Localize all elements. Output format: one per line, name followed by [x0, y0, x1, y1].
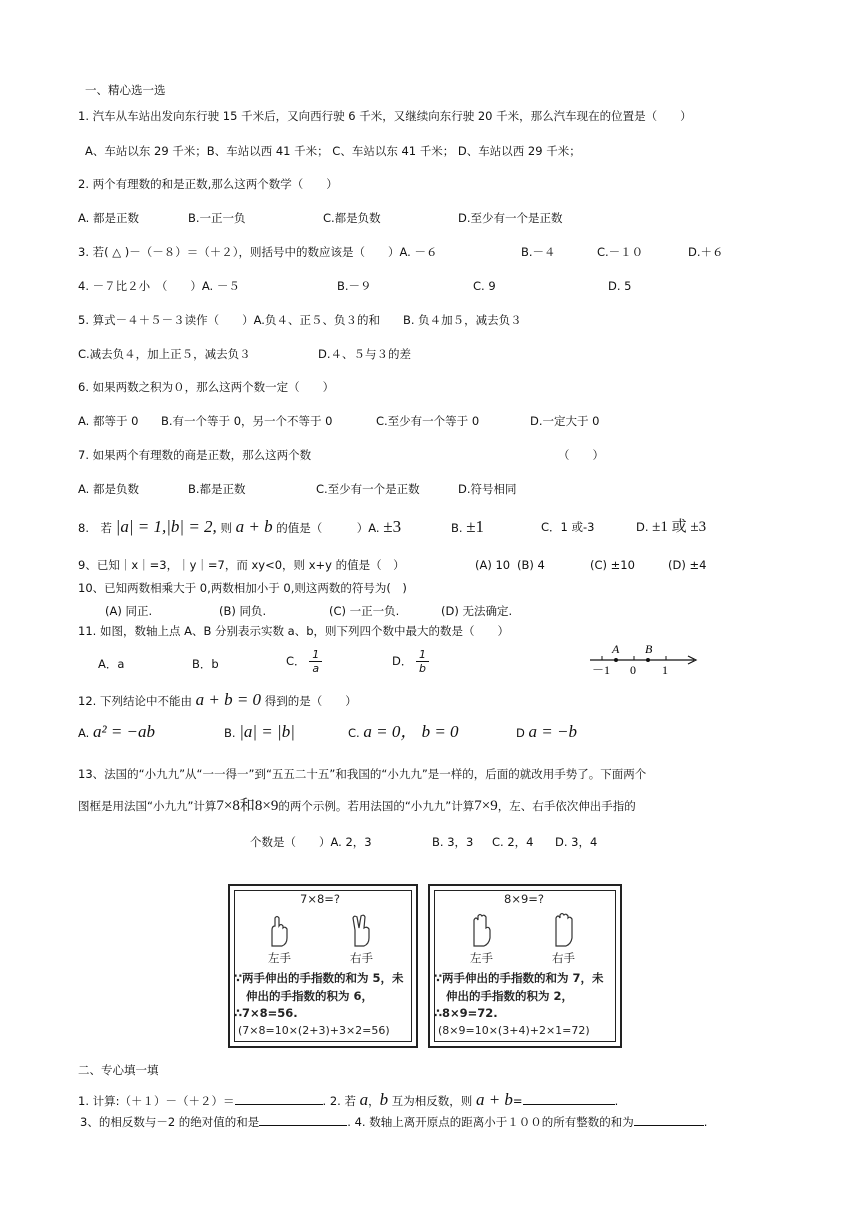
q11-d-fraction: $\frac{1}{b}$: [416, 648, 429, 675]
box-line-1: ∵两手伸出的手指数的和为 5，未: [234, 971, 404, 985]
q7-option-d: D.符号相同: [458, 482, 517, 496]
question-8: [78, 519, 401, 536]
tick-label-neg1: －1: [592, 663, 611, 677]
q3-option-c: C.－１０: [597, 245, 644, 259]
q10-option-a: (A) 同正.: [105, 604, 153, 618]
section-title: 一、精心选一选: [85, 83, 166, 97]
box-line-3: ∴7×8=56.: [234, 1006, 298, 1020]
q10-option-c: (C) 一正一负.: [329, 604, 400, 618]
q8-option-b: [451, 519, 484, 536]
q12-d-value: a = −b: [528, 722, 577, 741]
fill-expr: a + b: [475, 1090, 513, 1109]
q2-option-d: D.至少有一个是正数: [458, 211, 563, 225]
q8-prefix: 8. 若: [78, 521, 112, 535]
right-hand-icon: [550, 912, 578, 948]
fill-q2-prefix: . 2. 若: [322, 1094, 356, 1108]
box-line-4: (8×9=10×(3+4)+2×1=72): [438, 1024, 590, 1037]
question-12: [78, 692, 357, 709]
question-4: 4. －７比２小 （ ）A. －５: [78, 279, 240, 293]
q8-option-c: C．1 或-3: [541, 520, 595, 534]
q7-answer-paren: （ ）: [558, 448, 604, 462]
q12-expr: a + b = 0: [195, 690, 262, 709]
answer-blank[interactable]: [634, 1113, 704, 1126]
q8-b-value: ±1: [466, 517, 485, 536]
q12-c-label: C.: [348, 726, 360, 740]
q6-option-d: D.一定大于 0: [530, 414, 600, 428]
question-3: 3. 若( △ )－（－８）＝（＋２），则括号中的数应该是（ ）A. －６: [78, 245, 438, 259]
q12-c-value: a = 0， b = 0: [363, 722, 459, 741]
q8-d-label: D.: [636, 520, 649, 534]
q3-option-d: D.＋６: [688, 245, 724, 259]
q2-option-b: B.一正一负: [188, 211, 246, 225]
q11-option-c: [286, 648, 322, 675]
q13-expr2: 7×9: [474, 798, 498, 814]
q4-option-d: D. 5: [608, 279, 632, 293]
q13-option-c: C. 2，4: [492, 835, 534, 849]
box-line-2: 伸出的手指数的积为 2，: [446, 989, 574, 1003]
fill-dot: .: [703, 1115, 708, 1129]
q11-c-fraction: $\frac{1}{a}$: [309, 648, 322, 675]
question-6: 6. 如果两数之积为０，那么这两个数一定（ ）: [78, 380, 335, 394]
question-13-line1: 13、法国的“小九九”从“一一得一”到“五五二十五”和我国的“小九九”是一样的，后面的就改用手势了。下面两个: [78, 767, 647, 781]
q2-option-c: C.都是负数: [323, 211, 381, 225]
q8-cond-a: |a| = 1,: [115, 517, 167, 536]
q11-option-b: B．b: [192, 657, 219, 671]
q12-suffix: 得到的是（ ）: [264, 694, 357, 708]
fill-q1: 1. 计算:（＋１）－（＋２）＝: [78, 1094, 235, 1108]
q4-option-b: B.－９: [337, 279, 372, 293]
section-title: 二、专心填一填: [78, 1063, 159, 1077]
fill-line-1: [78, 1092, 618, 1109]
number-line: [588, 640, 700, 678]
fill-line-2: [80, 1113, 707, 1130]
right-hand-label: 右手: [552, 951, 575, 965]
q4-option-c: C. 9: [473, 279, 496, 293]
answer-blank[interactable]: [523, 1092, 615, 1105]
q12-b-value: |a| = |b|: [239, 722, 295, 741]
q7-option-a: A. 都是负数: [78, 482, 139, 496]
point-a: [614, 658, 618, 662]
q9-option-d: (D) ±4: [668, 558, 707, 572]
question-5: 5. 算式－４＋５－３读作（ ）A.负４、正５、负３的和 B. 负４加５，减去负３: [78, 313, 522, 327]
box-line-2: 伸出的手指数的积为 6，: [246, 989, 374, 1003]
fill-equals: =: [512, 1094, 523, 1108]
q11-c-label: C．: [286, 654, 306, 668]
q6-option-c: C.至少有一个等于 0: [376, 414, 480, 428]
box-line-3: ∴8×9=72.: [434, 1006, 498, 1020]
answer-blank[interactable]: [259, 1113, 347, 1126]
q8-cond-b: |b| = 2,: [166, 517, 217, 536]
q6-option-b: B.有一个等于 0，另一个不等于 0: [161, 414, 333, 428]
question-1-options: A、车站以东 29 千米；B、车站以西 41 千米； C、车站以东 41 千米； D、车站以西 29 千米；: [85, 144, 581, 158]
left-hand-label: 左手: [268, 951, 291, 965]
answer-blank[interactable]: [235, 1092, 323, 1105]
point-b-label: B: [645, 642, 653, 656]
q7-option-b: B.都是正数: [188, 482, 246, 496]
q12-d-label: D: [516, 726, 525, 740]
fill-var-a: a: [359, 1090, 369, 1109]
box-line-4: (7×8=10×(2+3)+3×2=56): [238, 1024, 390, 1037]
question-7: 7. 如果两个有理数的商是正数，那么这两个数: [78, 448, 312, 462]
right-hand-label: 右手: [350, 951, 373, 965]
question-13-line2: [78, 798, 636, 814]
q11-d-label: D．: [392, 654, 413, 668]
q12-option-a: [78, 724, 155, 741]
left-hand-icon: [266, 914, 294, 948]
box-line-1: ∵两手伸出的手指数的和为 7，未: [434, 971, 604, 985]
q13-line2a: 图框是用法国“小九九”计算: [78, 799, 217, 813]
tick-label-1: 1: [662, 663, 668, 677]
tick-label-0: 0: [630, 663, 636, 677]
point-a-label: A: [612, 642, 620, 656]
q8-suffix: 的值是（ ）A.: [276, 521, 380, 535]
example-box-7x8: [228, 884, 418, 1048]
q7-option-c: C.至少有一个是正数: [316, 482, 420, 496]
question-13-line3: 个数是（ ）A. 2，3: [250, 835, 372, 849]
q12-a-label: A.: [78, 726, 90, 740]
question-9: 9、已知｜x｜=3，｜y｜=7，而 xy<0，则 x+y 的值是（ ）: [78, 558, 405, 572]
q6-option-a: A. 都等于 0: [78, 414, 139, 428]
question-1: 1. 汽车从车站出发向东行驶 15 千米后，又向西行驶 6 千米，又继续向东行驶 20 千米，那么汽车现在的位置是（ ）: [78, 109, 692, 123]
q12-a-value: a² = −ab: [92, 722, 156, 741]
q5-option-d: D.４、５与３的差: [318, 347, 412, 361]
q8-option-d: [636, 519, 706, 535]
q12-option-b: [224, 724, 295, 741]
question-2: 2. 两个有理数的和是正数,那么这两个数学（ ）: [78, 177, 338, 191]
left-hand-label: 左手: [470, 951, 493, 965]
fill-dot: .: [614, 1094, 619, 1108]
q12-option-d: [516, 724, 577, 741]
fill-var-b: b: [379, 1090, 389, 1109]
fill-q3: 3、的相反数与－2 的绝对值的和是: [80, 1115, 260, 1129]
q11-option-a: A．a: [98, 657, 125, 671]
point-b: [646, 658, 650, 662]
q8-b-label: B.: [451, 521, 463, 535]
q8-then: 则: [220, 521, 232, 535]
q13-line2c: ，左、右手依次伸出手指的: [497, 799, 636, 813]
left-hand-icon: [468, 912, 496, 948]
fill-comma: ，: [368, 1094, 380, 1108]
q9-option-b: (B) 4: [517, 558, 545, 572]
q12-b-label: B.: [224, 726, 236, 740]
q12-option-c: [348, 724, 459, 741]
example-box-8x9: [428, 884, 622, 1048]
q13-option-d: D. 3，4: [555, 835, 598, 849]
question-10: 10、已知两数相乘大于 0,两数相加小于 0,则这两数的符号为( ): [78, 581, 407, 595]
q10-option-d: (D) 无法确定.: [441, 604, 513, 618]
fill-q2-text: 互为相反数，则: [391, 1094, 473, 1108]
q13-expr1: 7×8和8×9: [216, 798, 279, 814]
q12-text: 12. 下列结论中不能由: [78, 694, 192, 708]
q13-line2b: 的两个示例。若用法国的“小九九”计算: [278, 799, 475, 813]
right-hand-icon: [348, 912, 376, 948]
q10-option-b: (B) 同负.: [219, 604, 267, 618]
q9-option-a: (A) 10: [475, 558, 511, 572]
box-title: 8×9=?: [504, 892, 545, 906]
fill-q4: . 4. 数轴上离开原点的距离小于１００的所有整数的和为: [347, 1115, 634, 1129]
q2-option-a: A. 都是正数: [78, 211, 139, 225]
q13-option-b: B. 3，3: [432, 835, 474, 849]
q9-option-c: (C) ±10: [590, 558, 635, 572]
question-11: 11. 如图，数轴上点 A、B 分别表示实数 a、b，则下列四个数中最大的数是（ ）: [78, 624, 510, 638]
q8-d-value: ±1 或 ±3: [652, 519, 707, 535]
q3-option-b: B.－４: [521, 245, 556, 259]
q8-expr: a + b: [235, 517, 273, 536]
q8-option-a: ±3: [383, 517, 402, 536]
q11-option-d: [392, 648, 429, 675]
box-title: 7×8=?: [300, 892, 341, 906]
q5-option-c: C.减去负４，加上正５，减去负３: [78, 347, 251, 361]
